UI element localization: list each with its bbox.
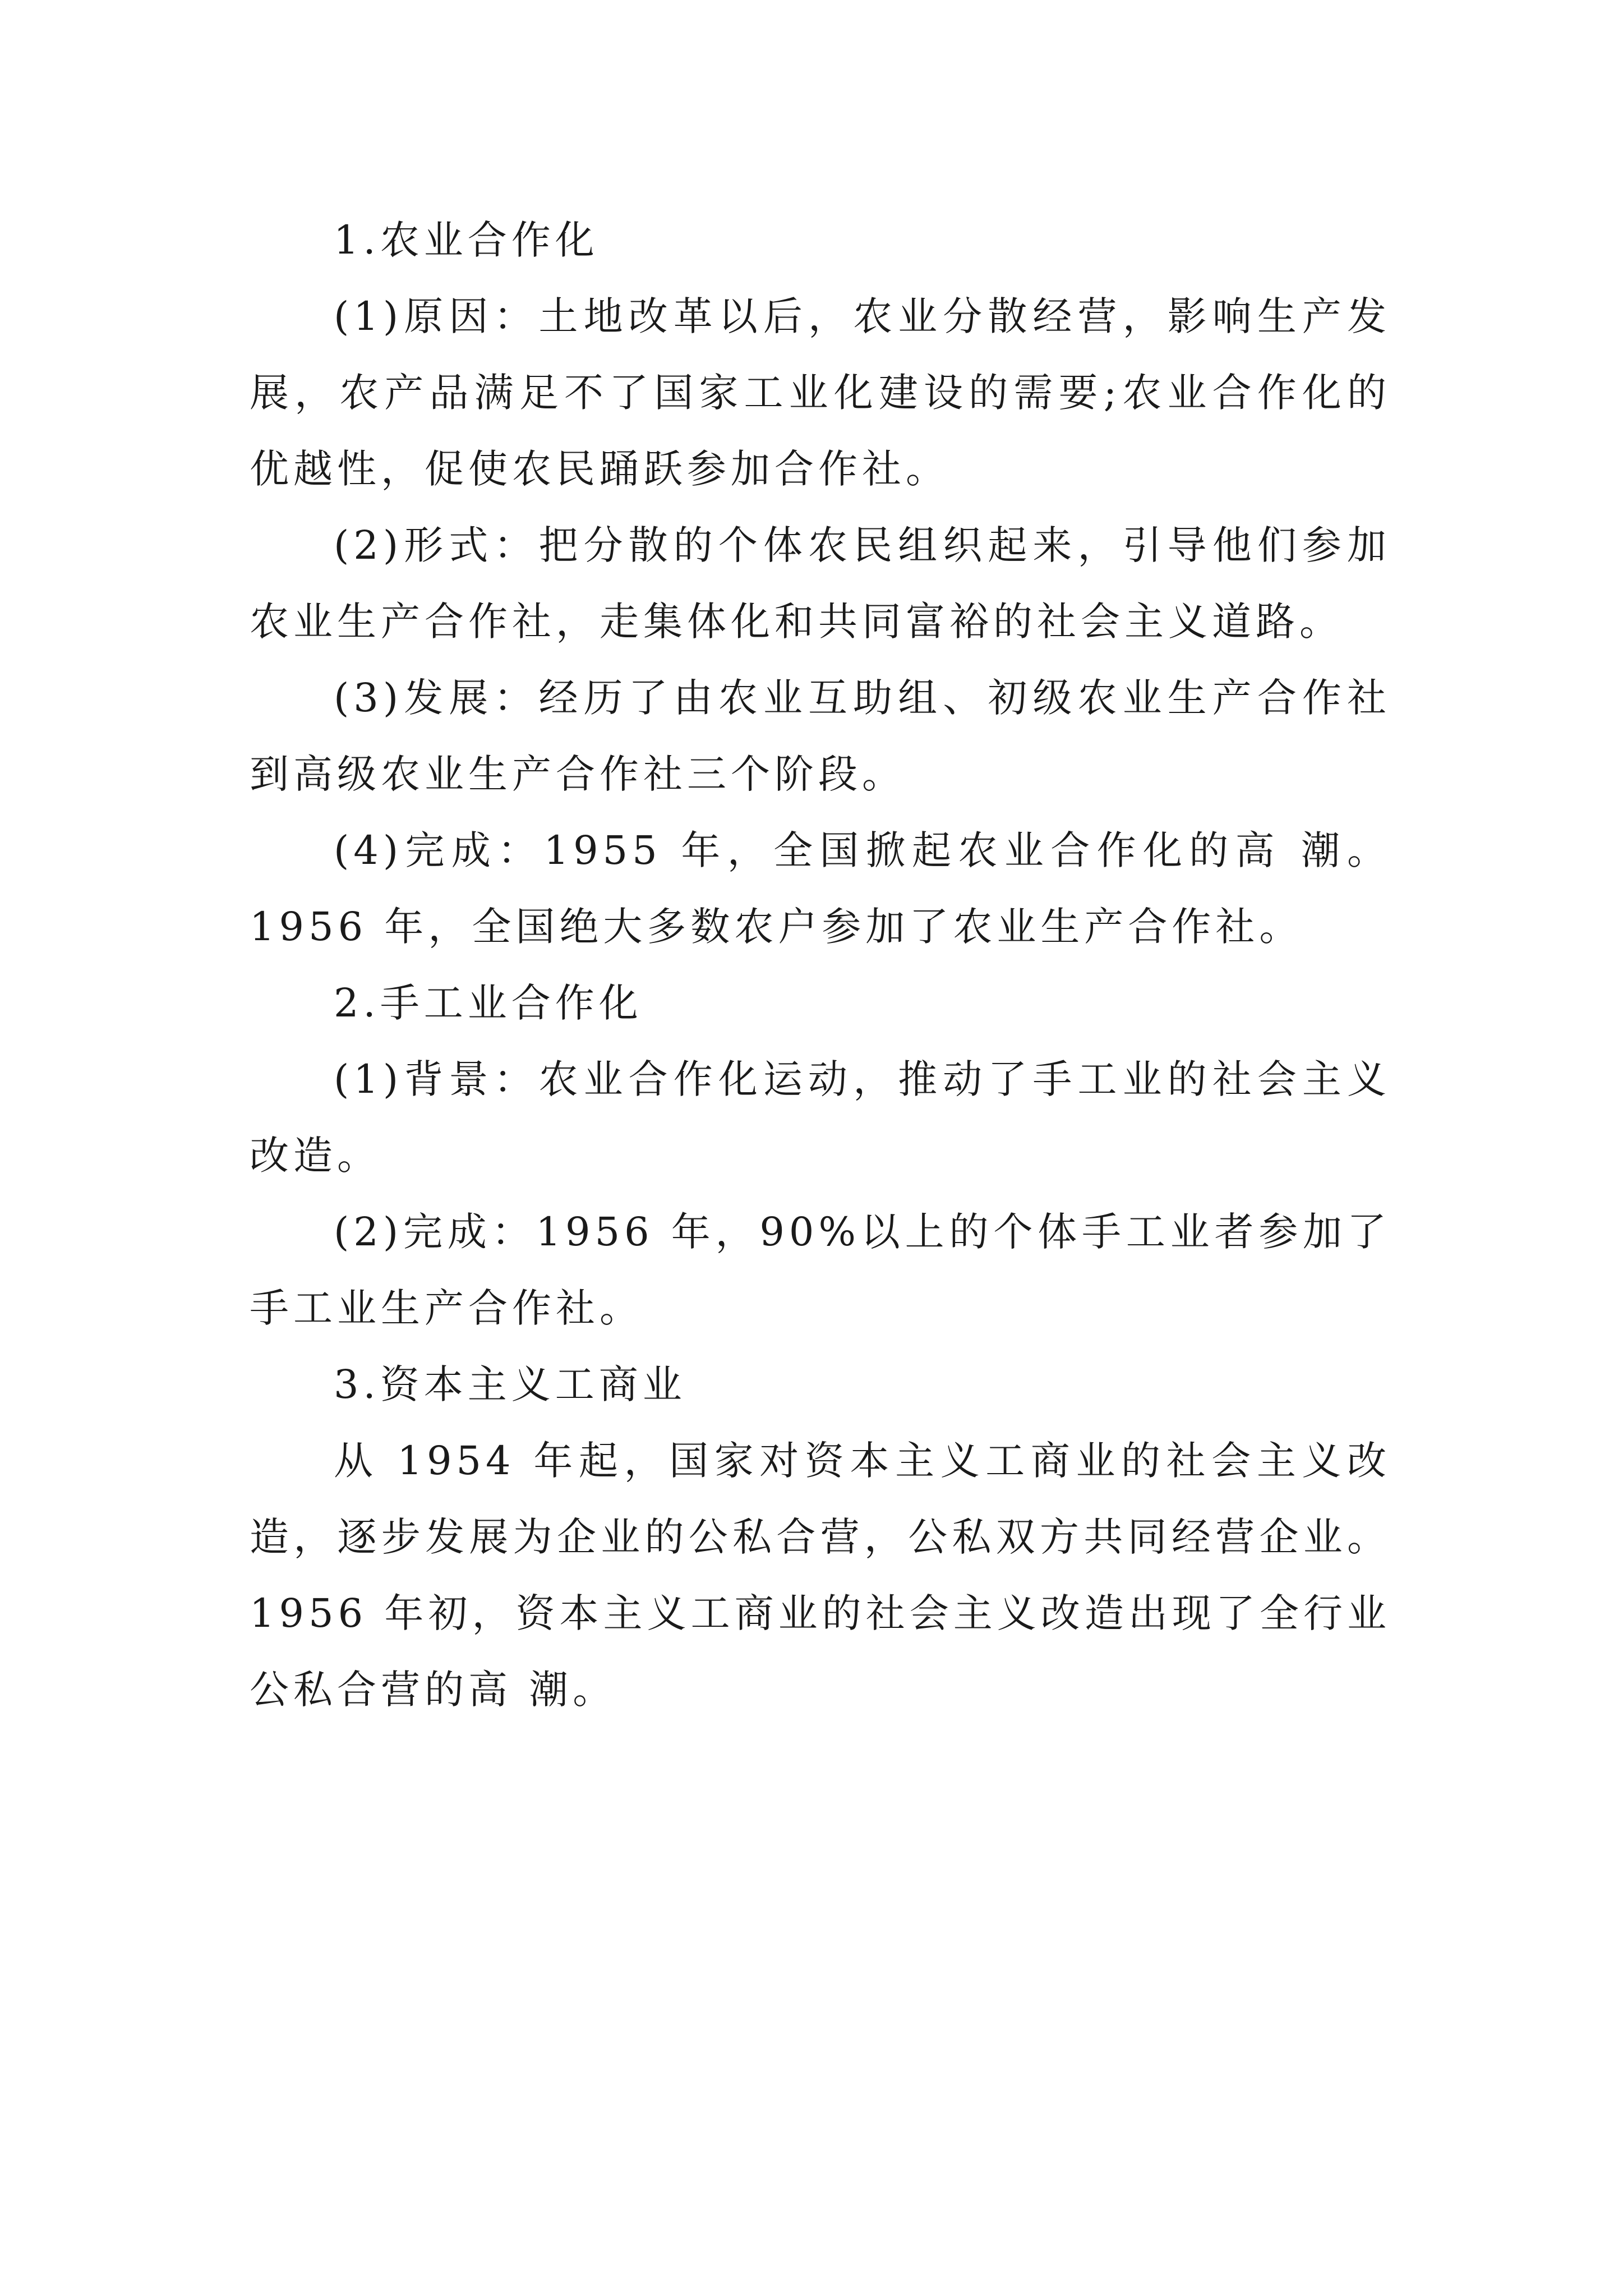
paragraph-handicraft-background: (1)背景：农业合作化运动，推动了手工业的社会主义改造。 (250, 1056, 1391, 1179)
section-heading-handicraft: 2.手工业合作化 (334, 980, 643, 1026)
section-heading-agriculture: 1.农业合作化 (334, 217, 599, 263)
paragraph-agriculture-reason: (1)原因：土地改革以后，农业分散经营，影响生产发展，农产品满足不了国家工业化建设的需要;农业合作化的优越性，促使农民踊跃参加合作社。 (250, 293, 1391, 492)
paragraph-agriculture-development: (3)发展：经历了由农业互助组、初级农业生产合作社到高级农业生产合作社三个阶段。 (250, 675, 1391, 797)
paragraph-agriculture-completion: (4)完成：1955 年，全国掀起农业合作化的高 潮。1956 年，全国绝大多数农户参加了农业生产合作社。 (250, 827, 1391, 950)
section-heading-capitalist-industry: 3.资本主义工商业 (334, 1361, 686, 1407)
paragraph-capitalist-industry-body: 从 1954 年起，国家对资本主义工商业的社会主义改造，逐步发展为企业的公私合营，公私双方共同经营企业。1956 年初，资本主义工商业的社会主义改造出现了全行业公私合营的高 潮。 (250, 1438, 1391, 1713)
paragraph-agriculture-form: (2)形式：把分散的个体农民组织起来，引导他们参加农业生产合作社，走集体化和共同富裕的社会主义道路。 (250, 522, 1391, 645)
paragraph-handicraft-completion: (2)完成：1956 年，90%以上的个体手工业者参加了手工业生产合作社。 (250, 1209, 1391, 1331)
document-body (250, 202, 1391, 1728)
